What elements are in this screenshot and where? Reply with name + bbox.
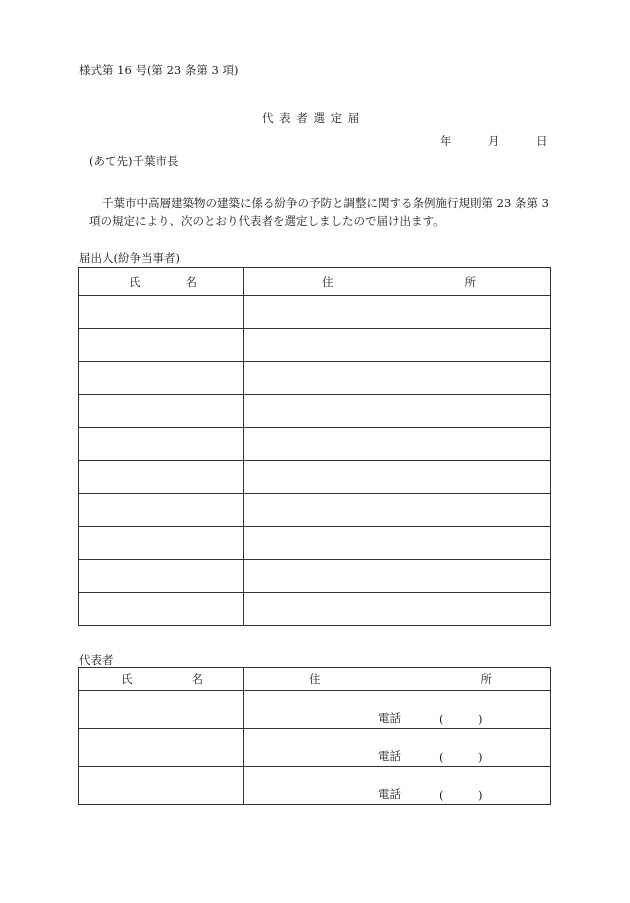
notifier-address-cell[interactable] — [244, 461, 551, 494]
notifier-name-cell[interactable] — [79, 395, 244, 428]
phone-paren-close: ) — [478, 788, 483, 802]
rep-header-name — [79, 668, 244, 691]
notifier-row — [79, 395, 551, 428]
notifier-name-cell[interactable] — [79, 494, 244, 527]
phone-label: 電話 — [378, 749, 401, 763]
phone-paren-open: ( — [439, 750, 444, 764]
header-name-char-2: 名 — [185, 274, 197, 289]
rep-address-cell[interactable] — [244, 729, 551, 767]
notifier-address-cell[interactable] — [244, 296, 551, 329]
header-address-char-1: 住 — [322, 274, 334, 289]
notifier-name-cell[interactable] — [79, 461, 244, 494]
representative-table — [78, 667, 551, 805]
header-address-char-2: 所 — [464, 274, 476, 289]
header-address — [244, 268, 551, 296]
rep-address-cell[interactable] — [244, 691, 551, 729]
representative-body — [79, 691, 551, 805]
page-title: 代 表 者 選 定 届 — [262, 111, 361, 125]
notifier-address-cell[interactable] — [244, 362, 551, 395]
phone-label: 電話 — [378, 787, 401, 801]
representative-row — [79, 691, 551, 729]
representative-label: 代表者 — [79, 653, 114, 667]
header-name — [79, 268, 244, 296]
phone-paren-open: ( — [439, 712, 444, 726]
notifier-name-cell[interactable] — [79, 329, 244, 362]
rep-address-cell[interactable] — [244, 767, 551, 805]
notifier-name-cell[interactable] — [79, 362, 244, 395]
header-name-char-1: 氏 — [129, 274, 141, 289]
notifier-row — [79, 296, 551, 329]
notifier-address-cell[interactable] — [244, 560, 551, 593]
addressee: (あて先)千葉市長 — [89, 154, 179, 168]
notifier-row — [79, 329, 551, 362]
rep-header-address — [244, 668, 551, 691]
notifier-address-cell[interactable] — [244, 494, 551, 527]
notifiers-label: 届出人(紛争当事者) — [79, 251, 180, 265]
notifiers-body — [79, 296, 551, 626]
rep-name-cell[interactable] — [79, 691, 244, 729]
notifier-address-cell[interactable] — [244, 395, 551, 428]
notifier-row — [79, 362, 551, 395]
notifier-row — [79, 593, 551, 626]
rep-header-address-char-1: 住 — [309, 672, 321, 686]
rep-header-name-char-2: 名 — [191, 672, 203, 686]
notifier-row — [79, 494, 551, 527]
date-month: 月 — [488, 134, 500, 148]
notifier-address-cell[interactable] — [244, 329, 551, 362]
representative-header-row — [79, 668, 551, 691]
notifiers-header-row — [79, 268, 551, 296]
notifier-name-cell[interactable] — [79, 560, 244, 593]
notifier-address-cell[interactable] — [244, 593, 551, 626]
representative-row — [79, 729, 551, 767]
notifiers-table — [78, 267, 551, 626]
body-line-1: 千葉市中高層建築物の建築に係る紛争の予防と調整に関する条例施行規則第 23 条第 3 — [102, 196, 549, 210]
notifier-address-cell[interactable] — [244, 527, 551, 560]
rep-name-cell[interactable] — [79, 729, 244, 767]
notifier-name-cell[interactable] — [79, 593, 244, 626]
body-line-2: 項の規定により、次のとおり代表者を選定しましたので届け出ます。 — [89, 214, 445, 228]
phone-paren-open: ( — [439, 788, 444, 802]
rep-header-address-char-2: 所 — [480, 672, 492, 686]
notifier-row — [79, 560, 551, 593]
phone-label: 電話 — [378, 711, 401, 725]
representative-row — [79, 767, 551, 805]
notifier-row — [79, 428, 551, 461]
phone-paren-close: ) — [478, 712, 483, 726]
notifier-name-cell[interactable] — [79, 527, 244, 560]
date-year: 年 — [440, 134, 452, 148]
notifier-row — [79, 527, 551, 560]
notifier-name-cell[interactable] — [79, 296, 244, 329]
notifier-address-cell[interactable] — [244, 428, 551, 461]
date-day: 日 — [536, 134, 548, 148]
phone-paren-close: ) — [478, 750, 483, 764]
form-number: 様式第 16 号(第 23 条第 3 項) — [79, 63, 239, 77]
rep-name-cell[interactable] — [79, 767, 244, 805]
rep-header-name-char-1: 氏 — [121, 672, 133, 686]
notifier-row — [79, 461, 551, 494]
notifier-name-cell[interactable] — [79, 428, 244, 461]
